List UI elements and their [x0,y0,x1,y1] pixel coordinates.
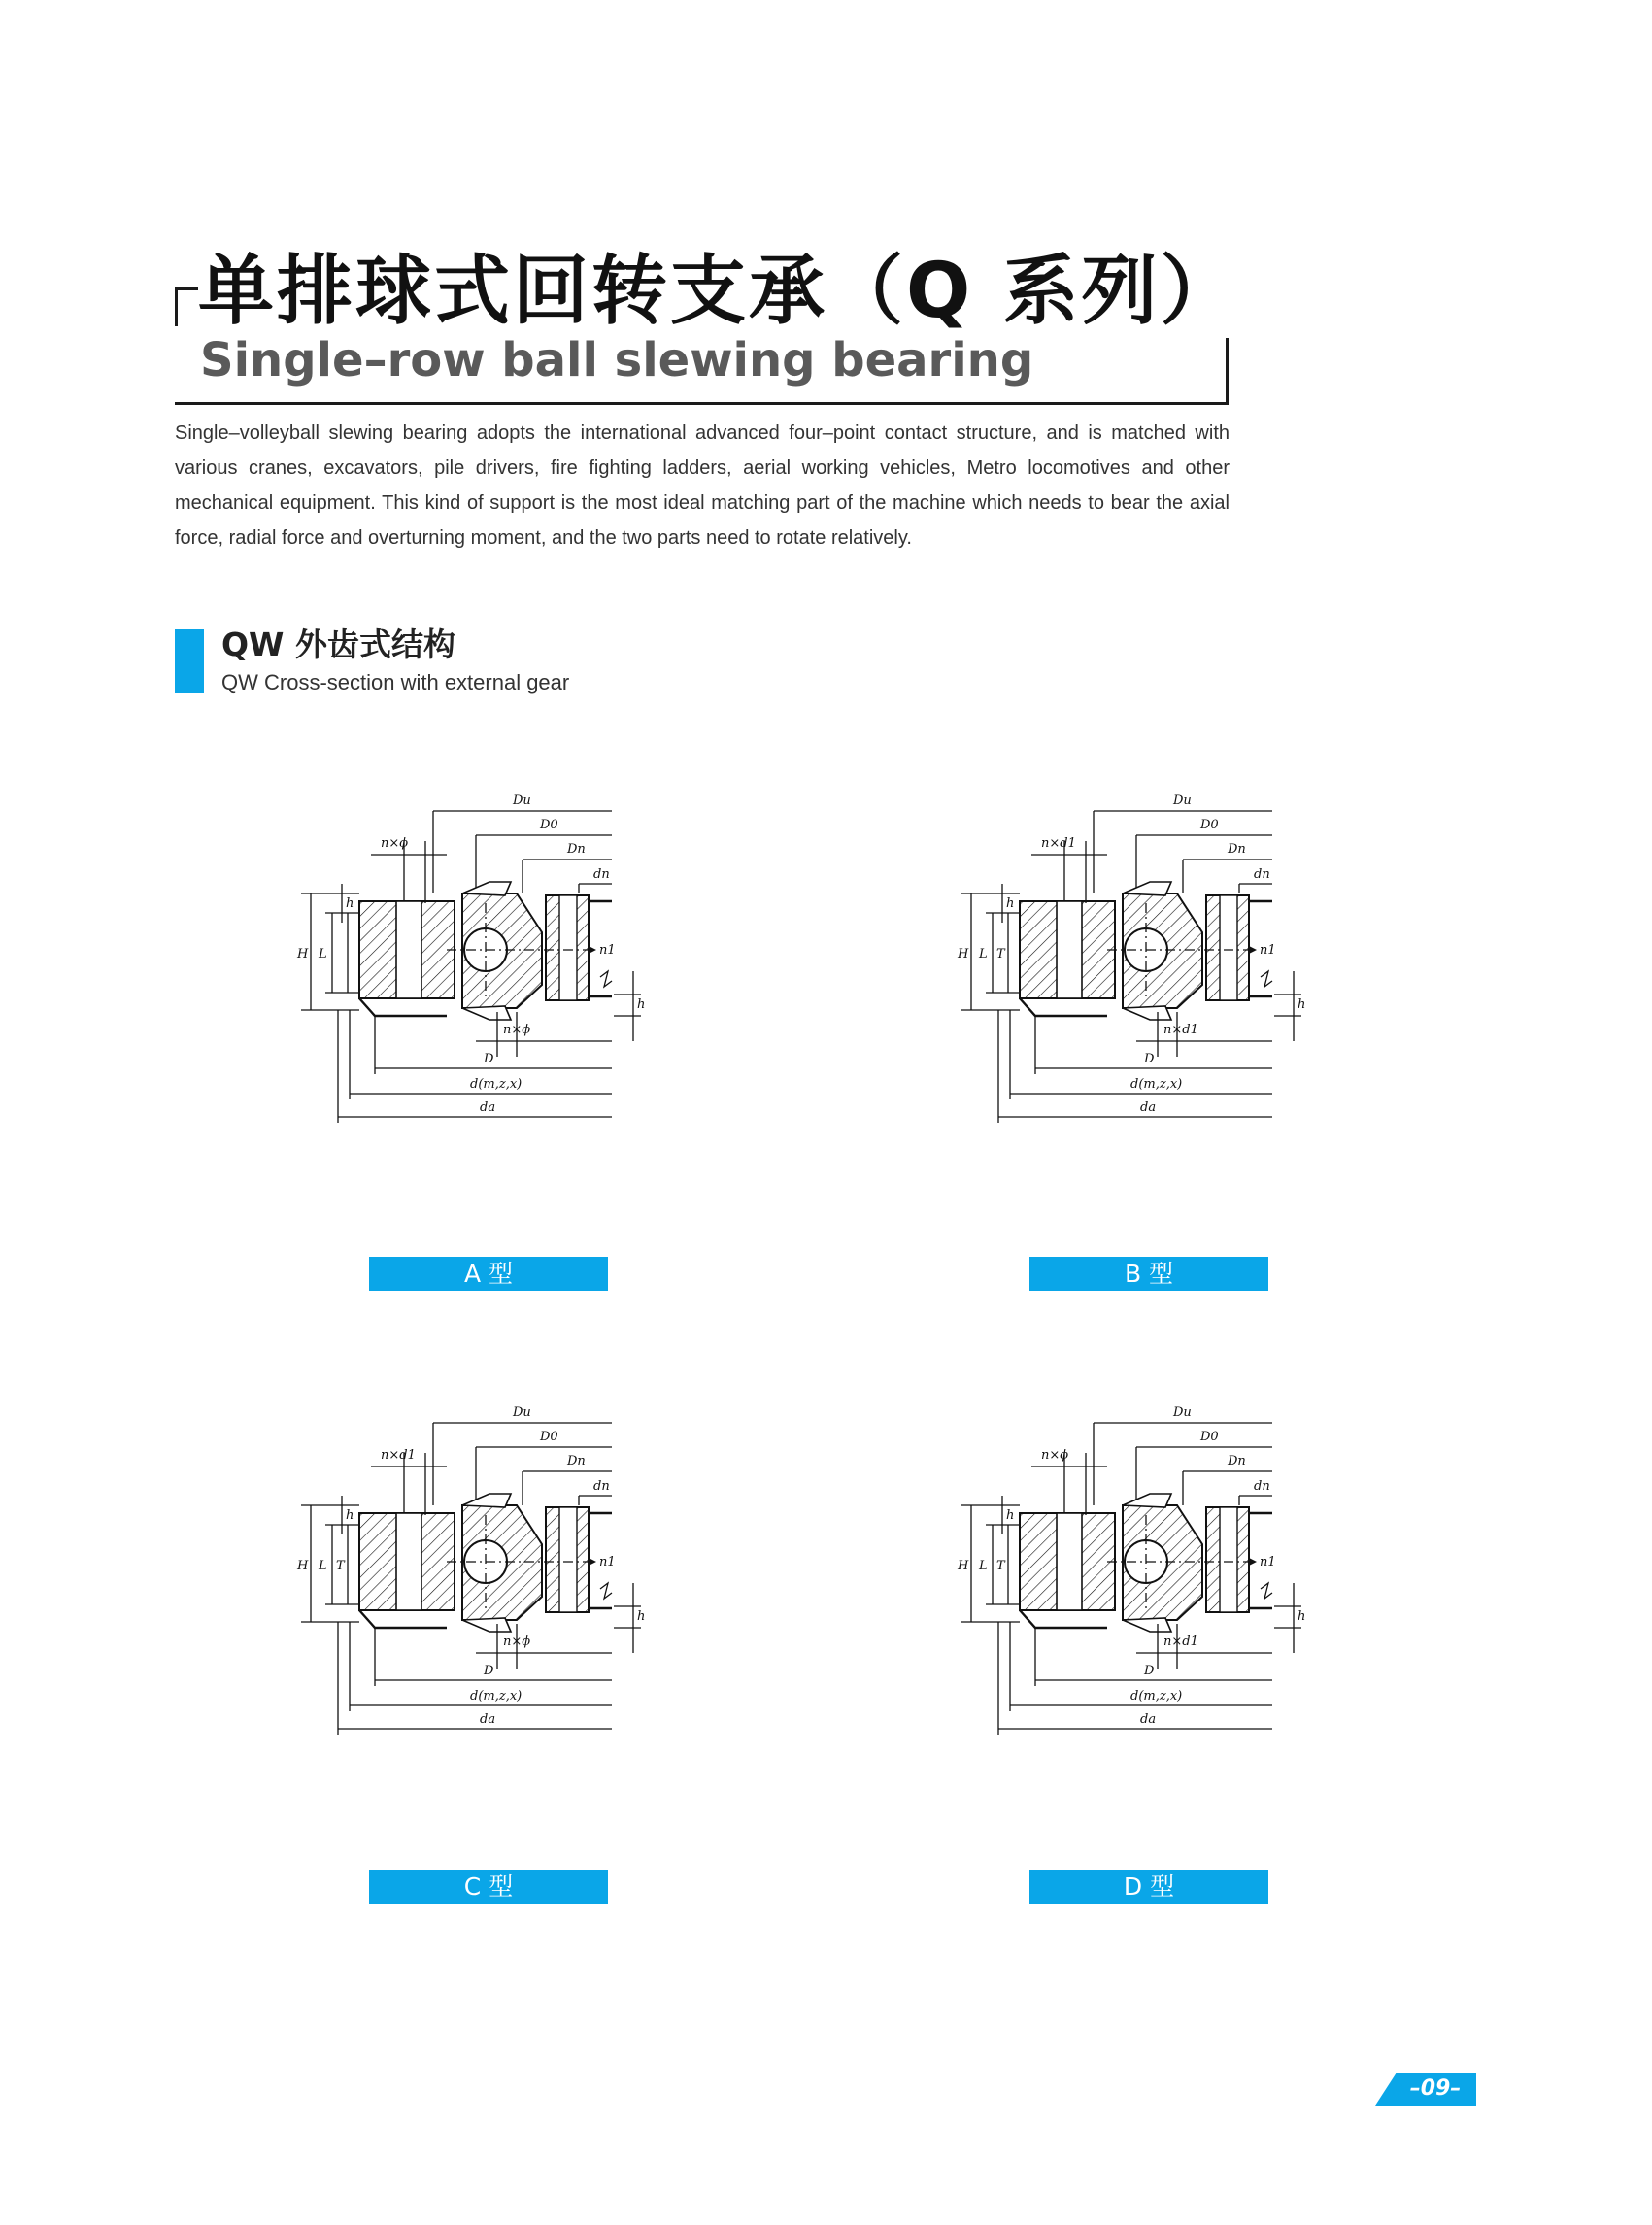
dim-label-h: H [297,947,309,961]
dim-da [998,1622,1272,1735]
dim-D [1035,1628,1272,1686]
dim-label-dn: Dn [1228,1454,1246,1468]
dim-T [336,1525,348,1604]
dim-label-dn: Dn [1228,842,1246,857]
dim-label-d: D [1144,1664,1155,1678]
dim-D [1035,1016,1272,1074]
dim-da [998,1010,1272,1123]
dim-label-bottom-holes: n×d1 [1163,1635,1198,1649]
dim-label-dn: Dn [567,1454,586,1468]
dim-label-da: da [1140,1100,1157,1115]
dim-label-top-holes: n×d1 [381,1448,416,1463]
dim-label-t: T [996,947,1005,961]
dim-n1 [589,1555,616,1599]
dim-label-h-bot: h [1298,997,1306,1012]
diagram-type-a [155,787,660,1263]
dim-dn [1239,867,1272,893]
dim-label-d0: D0 [1200,818,1219,832]
dim-dn [579,867,612,893]
dim-da [338,1622,612,1735]
dim-n1 [1249,1555,1276,1599]
dim-label-n1: n1 [599,1555,616,1569]
dim-dn [579,1479,612,1505]
dim-label-d0: D0 [1200,1430,1219,1444]
dim-d-mzx [350,1010,612,1099]
section-title-en: QW Cross-section with external gear [221,670,570,694]
dim-label-d: D [1144,1052,1155,1066]
dim-dn [1239,1479,1272,1505]
dim-label-t: T [336,1559,345,1573]
bearing-cross-section [359,1494,612,1632]
dim-label-d0: D0 [540,1430,558,1444]
dim-n1 [1249,943,1276,987]
dim-label-da: da [480,1100,496,1115]
dim-label-h-top: h [1006,1508,1015,1523]
dim-label-h-top: h [1006,896,1015,911]
diagram-type-c [155,1399,660,1874]
dim-h-bottom [614,971,645,1041]
type-label-a: A 型 [369,1257,608,1291]
dim-label-t: T [996,1559,1005,1573]
page-title-cn: 单排球式回转支承（Q 系列） [198,245,1252,338]
dim-label-l: L [319,947,327,961]
type-label-d: D 型 [1029,1870,1268,1904]
type-label-b: B 型 [1029,1257,1268,1291]
page-title-en: Single–row ball slewing bearing [200,333,1034,388]
dim-label-d: d(m,z,x) [1130,1077,1183,1092]
dim-label-da: da [1140,1712,1157,1727]
dim-h-bottom [1274,971,1305,1041]
dim-label-bottom-holes: n×d1 [1163,1023,1198,1037]
dim-T [996,1525,1008,1604]
bearing-cross-section [1020,1494,1272,1632]
dim-label-d: D [484,1052,494,1066]
dim-label-d: d(m,z,x) [470,1689,523,1703]
dim-label-d: d(m,z,x) [1130,1689,1183,1703]
dim-label-l: L [979,947,988,961]
dim-label-top-holes: n×ϕ [1041,1448,1069,1463]
dim-top-holes [1031,836,1107,903]
section-accent-bar [175,629,204,693]
section-title-cn: QW 外齿式结构 [221,625,455,663]
dim-T [996,913,1008,993]
dim-label-du: Du [513,1405,531,1420]
dim-label-h-bot: h [637,1609,646,1624]
dim-label-dn: dn [1254,1479,1270,1494]
dim-top-holes [371,836,447,903]
dim-label-h-bot: h [637,997,646,1012]
dim-label-du: Du [1173,1405,1192,1420]
dim-label-d0: D0 [540,818,558,832]
dim-top-holes [371,1448,447,1515]
dim-label-d: d(m,z,x) [470,1077,523,1092]
dim-label-dn: dn [1254,867,1270,882]
diagram-type-d [816,1399,1321,1874]
dim-label-dn: dn [593,1479,610,1494]
dim-label-n1: n1 [1260,1555,1276,1569]
dim-label-h-top: h [346,1508,354,1523]
dim-label-top-holes: n×d1 [1041,836,1076,851]
page-number: –09– [1409,2076,1462,2101]
diagram-type-b [816,787,1321,1263]
dim-D [375,1016,612,1074]
dim-label-top-holes: n×ϕ [381,836,409,851]
type-label-c: C 型 [369,1870,608,1904]
dim-da [338,1010,612,1123]
dim-label-bottom-holes: n×ϕ [503,1635,531,1649]
dim-label-dn: dn [593,867,610,882]
dim-label-h-bot: h [1298,1609,1306,1624]
dim-label-du: Du [1173,793,1192,808]
dim-D [375,1628,612,1686]
dim-label-n1: n1 [599,943,616,958]
dim-label-h-top: h [346,896,354,911]
dim-h-bottom [614,1583,645,1653]
dim-label-h: H [958,1559,969,1573]
dim-h-bottom [1274,1583,1305,1653]
dim-label-du: Du [513,793,531,808]
bearing-cross-section [1020,882,1272,1020]
dim-label-h: H [958,947,969,961]
dim-label-bottom-holes: n×ϕ [503,1023,531,1037]
dim-L [318,913,359,993]
dim-label-da: da [480,1712,496,1727]
dim-n1 [589,943,616,987]
dim-label-n1: n1 [1260,943,1276,958]
dim-label-dn: Dn [567,842,586,857]
intro-paragraph: Single–volleyball slewing bearing adopts the international advanced four–point contact structure, and is matched with various cranes, excavators, pile drivers, fire fighting ladders, aerial working vehicles, Metro locomotives and other mechanical equipment. This kind of support is the most ideal matching part of the machine which needs to bear the axial force, radial force and overturning moment, and the two parts need to rotate relatively. [175,422,1230,549]
dim-label-h: H [297,1559,309,1573]
bearing-cross-section [359,882,612,1020]
dim-label-l: L [319,1559,327,1573]
dim-top-holes [1031,1448,1107,1515]
dim-label-d: D [484,1664,494,1678]
dim-d-mzx [1010,1622,1272,1711]
dim-d-mzx [350,1622,612,1711]
dim-d-mzx [1010,1010,1272,1099]
dim-label-l: L [979,1559,988,1573]
